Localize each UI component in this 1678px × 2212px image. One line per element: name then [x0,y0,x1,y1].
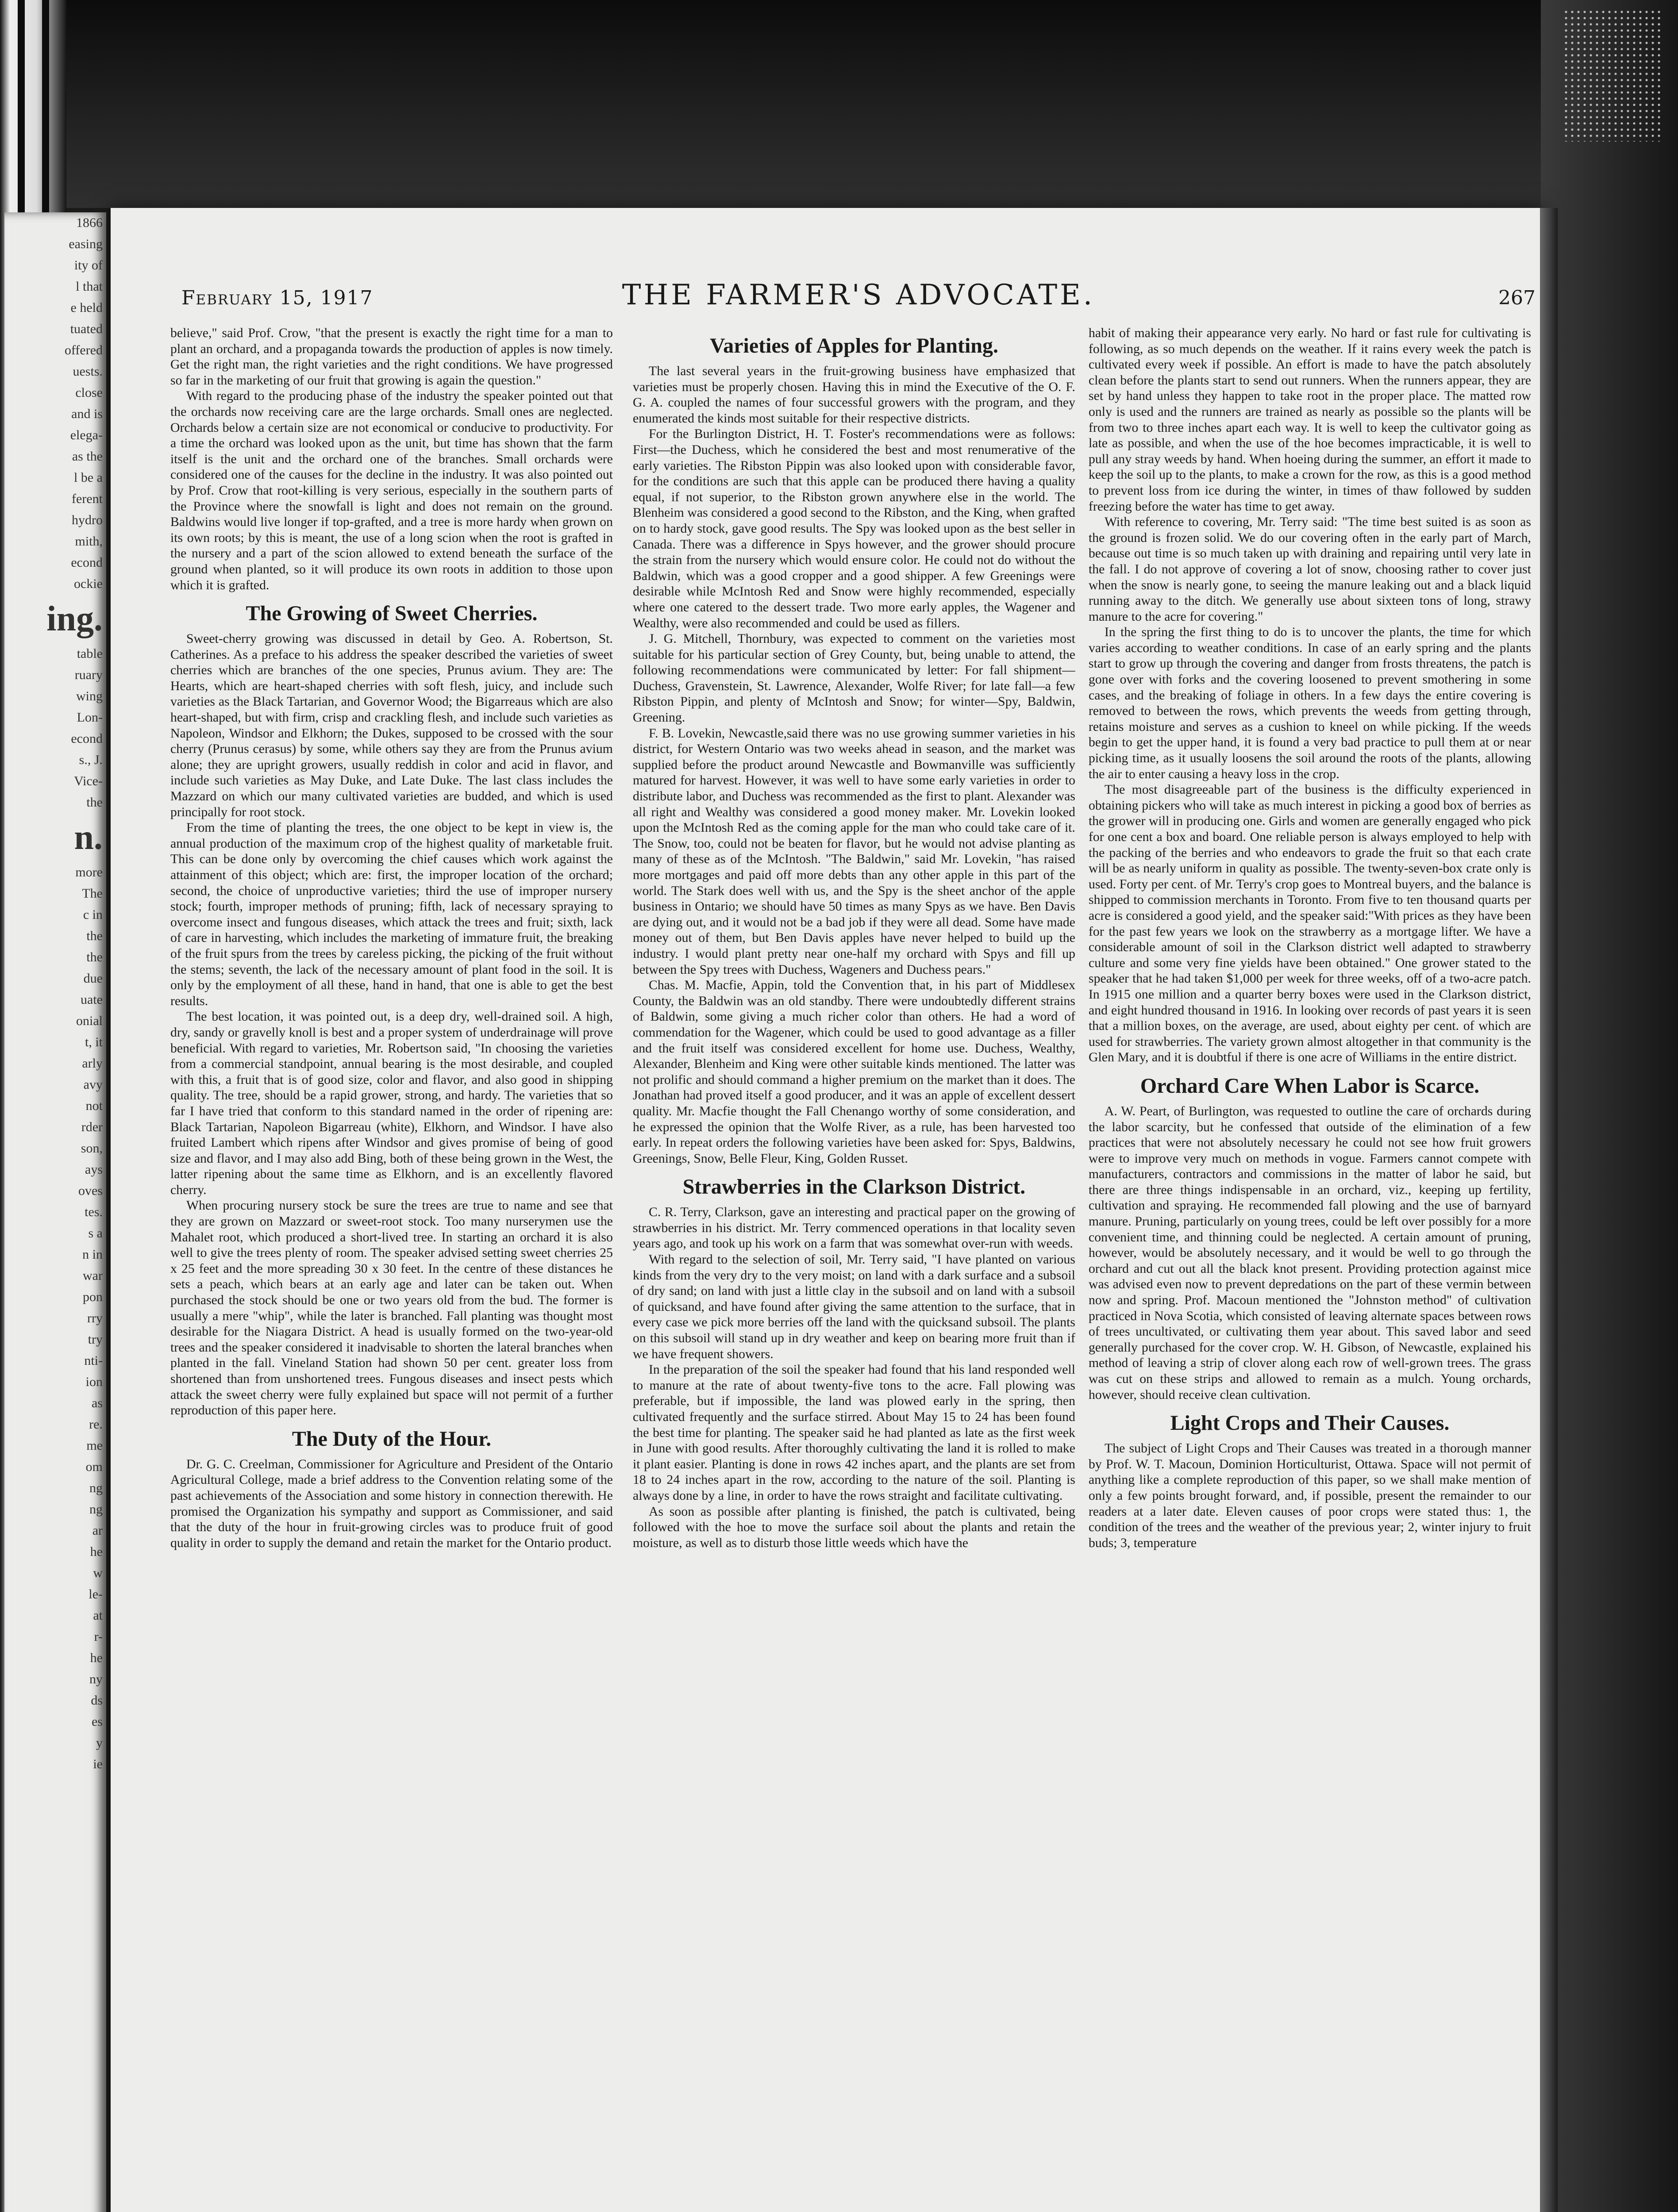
article-paragraph: When procuring nursery stock be sure the trees are true to name and see that they are grown on Mazzard or sweet-root stock. Too many nurserymen use the Mahalet root, which produced a short-lived tree. In starting an orchard it is also well to give the trees plenty of room. The speaker advised setting sweet cherries 25 x 25 feet and the more spreading 30 x 30 feet. In the centre of these distances he sets a peach, which bears at an early age and later can be taken out. When purchased the stock should be one or two years old from the bud. The former is usually a mere "whip", while the later is branched. Fall planting was thought most desirable for the Niagara District. A head is usually formed on the two-year-old trees and the speaker considered it inadvisable to shorten the lateral branches when planted in the fall. Vineland Station had shown 50 per cent. greater loss from shortened than from unshortened trees. Fungous diseases and insect pests which attack the sweet cherry were fully explained but space will not permit of a further reproduction of this paper here. [170,1198,613,1418]
prev-page-text-fragment: s a [88,1226,103,1240]
prev-page-text-fragment: offered [64,343,103,357]
prev-page-text-fragment: n in [82,1247,103,1262]
prev-page-text-fragment: om [85,1459,103,1474]
masthead: THE FARMER'S ADVOCATE. [622,279,1095,311]
prev-page-text-fragment: wing [76,689,103,703]
article-paragraph: The most disagreeable part of the business is the difficulty experienced in obtaining pickers who will take as much interest in picking a good box of berries as the grower will in producing one. Girls and women are generally engaged who pick for one cent a box and board. One reliable person is always employed to help with the packing of the berries and who endeavors to grade the fruit so that each crate will be as nearly uniform in quality as possible. The twenty-seven-box crate only is used. Forty per cent. of Mr. Terry's crop goes to Montreal buyers, and the balance is shipped to commission merchants in Toronto. From five to ten thousand quarts per acre is considered a good yield, and the speaker said:"With prices as they have been for the past few years we look on the strawberry as a mortgage lifter. We have a considerable amount of soil in the Clarkson district well adapted to strawberry culture and some very fine yields have been obtained." One grower stated to the speaker that he had taken $1,000 per week for three weeks, off of a two-acre patch. In 1915 one million and a quarter berry boxes were used in the Clarkson district, and eight hundred thousand in 1916. In looking over records of past years it is seen that a million boxes, on the average, are used, about eighty per cent. of which are used for strawberries. The variety grown almost altogether in that community is the Glen Mary, and it is doubtful if there is one acre of Williams in the entire district. [1089,782,1531,1065]
prev-page-text-fragment: uests. [73,364,103,379]
article-heading: The Growing of Sweet Cherries. [246,602,538,626]
prev-page-text-fragment: hydro [72,513,103,527]
article-heading: Varieties of Apples for Planting. [709,334,998,357]
prev-page-text-fragment: ity of [74,258,103,273]
prev-page-text-fragment: and is [71,407,103,421]
prev-page-text-fragment: ny [89,1672,103,1686]
prev-page-text-fragment: not [85,1098,103,1113]
prev-page-text-fragment: pon [83,1290,103,1304]
article-paragraph: Dr. G. C. Creelman, Commissioner for Agriculture and President of the Ontario Agricultural College, made a brief address to the Convention relating some of the past achievements of the Association and some history in connection therewith. He promised the Organization his sympathy and support as Commissioner, and said that the duty of the hour in fruit-growing circles was to produce fruit of good quality in order to supply the demand and retain the market for the Ontario product. [170,1456,613,1550]
prev-page-text-fragment: at [93,1608,103,1623]
article-paragraph: F. B. Lovekin, Newcastle,said there was no use growing summer varieties in his district, for Western Ontario was two weeks ahead in season, and the market was supplied before the product around Newcastle and Bowmanville was sufficiently matured for harvest. However, it was well to have some early varieties in order to distribute labor, and Duchess was recommended as the first to plant. Alexander was all right and Wealthy was considered a good money maker. Mr. Lovekin looked upon the McIntosh Red as the coming apple for the man who could take care of it. The Snow, too, could not be beaten for flavor, but he would not advise planting as many of these as of the McIntosh. "The Baldwin," said Mr. Lovekin, "has raised more mortgages and paid off more debts than any other apple in this part of the world. The Stark does well with us, and the Spy is the sheet anchor of the apple business in Ontario; we should have 50 times as many Spys as we have. Ben Davis are dying out, and it would not be a bad job if they were all dead. Some have made money out of them, but Ben Davis apples have never helped to build up the industry. I would plant pretty near one-half my orchard with Spys and fill up between the Spy trees with Duchess, Wageners and Duchess pears." [633,726,1075,977]
article-heading: The Duty of the Hour. [292,1427,492,1451]
article-paragraph: The last several years in the fruit-growing business have emphasized that varieties must be properly chosen. Having this in mind the Executive of the O. F. G. A. coupled the names of four successful growers with the program, and they enumerated the kinds most suitable for their respective districts. [633,364,1075,426]
prev-page-text-fragment: the [86,929,103,943]
article-paragraph: A. W. Peart, of Burlington, was requested to outline the care of orchards during the labor scarcity, but he confessed that outside of the elimination of a few practices that were not absolutely necessary he could not see how fruit growers were to improve very much on methods in vogue. Farmers cannot compete with manufacturers, contractors and commissions in the matter of labor he said, but there are three things indispensable in an orchard, viz., keeping up fertility, cultivation and spraying. He recommended fall plowing and the use of barnyard manure. Pruning, particularly on young trees, could be left over possibly for a more convenient time, and thinning could be neglected. A certain amount of pruning, however, would be absolutely necessary, and it would be well to go through the orchard and cut out all the black knot present. Providing protection against mice was advised even now to prevent depredations on the part of these vermin between now and spring. Prof. Macoun mentioned the "Johnston method" of cultivation practiced in Nova Scotia, which consisted of leaving alternate spaces between rows of trees uncultivated, or cultivating them year about. This saved labor and seed generally purchased for the cover crop. W. H. Gibson, of Newcastle, explained his method of leaving a strip of clover along each row of well-grown trees. The grass was cut on these strips and allowed to remain as a mulch. Young orchards, however, should receive clean cultivation. [1089,1103,1531,1402]
prev-page-text-fragment: war [83,1268,103,1283]
prev-page-text-fragment: mith, [75,534,103,549]
prev-page-text-fragment: ds [91,1693,103,1708]
prev-page-text-fragment: rry [87,1311,103,1325]
prev-page-text-fragment: as [92,1396,103,1410]
page-header [181,279,1536,319]
prev-page-text-fragment: rder [81,1120,103,1134]
article-paragraph: For the Burlington District, H. T. Foster's recommendations were as follows: First—the Duchess, which he considered the best and most renumerative of the early varieties. The Ribston Pippin was also looked upon with considerable favor, for the conditions are such that this apple can be produced there having a quality equal, if not superior, to the Ribston grown anywhere else in the world. The Blenheim was considered a good second to the Ribston, and the King, when grafted on to hardy stock, gave good results. The Spy was looked upon as the best seller in Canada. There was a difference in Spys however, and the grower should procure the strain from the nursery which would ensure color. He could not do without the Baldwin, which was a good cropper and a good shipper. A few Greenings were desirable while McIntosh Red and Snow were highly recommended, especially where one catered to the dessert trade. Two more early apples, the Wagener and Wealthy, were also recommended and could be used as fillers. [633,426,1075,630]
prev-page-text-fragment: ockie [74,576,103,591]
prev-page-text-fragment: more [75,865,103,879]
article-paragraph: habit of making their appearance very early. No hard or fast rule for cultivating is following, as so much depends on the weather. If it rains every week the patch is cultivated every week if possible. An effort is made to have the patch absolutely clean before the plants start to send out runners. When the runners appear, they are set by hand unless they happen to take root in the proper place. The matted row only is used and the runners are trained as nearly as possible so the plants will be from two to three inches apart each way. It is well to keep the cultivator going as late as possible, and when the use of the hoe becomes impracticable, it is well to pull any stray weeds by hand. When hoeing during the summer, an effort it made to keep the soil up to the plants, to make a crown for the row, as this is a good method to prevent loss from ice during the winter, in times of thaw followed by sudden freezing before the water has time to get away. [1089,326,1531,514]
previous-page-edge [4,212,106,2212]
article-heading: Orchard Care When Labor is Scarce. [1140,1074,1480,1098]
article-heading: Strawberries in the Clarkson District. [682,1175,1026,1199]
page-number: 267 [1498,287,1536,309]
scanner-background-right [1541,0,1678,2212]
prev-page-text-fragment: onial [76,1014,103,1028]
article-paragraph: In the spring the first thing to do is to uncover the plants, the time for which varies according to weather conditions. In case of an early spring and the plants start to grow up through the covering and danger from frosts threatens, the patch is gone over with forks and the covering loosened to prevent smothering in some cases, and the breaking of foliage in others. In a few days the entire covering is removed to between the rows, which prevents the weeds from getting through, retains moisture and serves as a cushion to kneel on while picking. If the weeds begin to get the upper hand, it is found a very bad practice to pull them at or near picking time, as it usually loosens the soil around the roots of the plants, allowing the air to enter causing a heavy loss in the crop. [1089,625,1531,781]
prev-page-text-fragment: close [75,385,103,400]
prev-page-text-fragment: Vice- [74,774,103,788]
prev-page-text-fragment: son, [81,1141,103,1156]
prev-page-text-fragment: l be a [74,470,103,485]
prev-page-text-fragment: ng [89,1502,103,1517]
prev-page-text-fragment: nti- [84,1353,103,1368]
prev-page-text-fragment: as the [72,449,103,464]
prev-page-text-fragment: the [86,950,103,964]
column-1 [170,325,613,2212]
prev-page-text-fragment: ferent [72,492,103,506]
prev-page-text-fragment: he [90,1544,103,1559]
prev-page-text-fragment: easing [69,237,103,251]
article-paragraph: Chas. M. Macfie, Appin, told the Convention that, in his part of Middlesex County, the Baldwin was an old standby. There were undoubtedly different strains of Baldwin, some giving a much richer color than others. He had a word of commendation for the Wagener, which could be used to good advantage as a filler and the fruit itself was considered excellent for home use. Duchess, Wealthy, Alexander, Blenheim and King were other suitable kinds mentioned. The latter was not prolific and should command a higher premium on the market than it does. The Jonathan had proved itself a good producer, and it was an apple of excellent dessert quality. Mr. Macfie thought the Fall Chenango worthy of some consideration, and he expressed the opinion that the Wolfe River, as a rule, has been harvested too early. In repeat orders the following varieties have been asked for: Spys, Baldwins, Greenings, Snow, Belle Fleur, King, Golden Russet. [633,978,1075,1166]
article-paragraph: In the preparation of the soil the speaker had found that his land responded well to manure at the rate of about twenty-five tons to the acre. Fall plowing was preferable, but if impossible, the land was plowed early in the spring, then cultivated frequently and the surface stirred. About May 15 to 24 has been found the best time for planting. The speaker said he had planted as late as the first week in June with good results. After thoroughly cultivating the land it is rolled to make it plant easier. Planting is done in rows 42 inches apart, and the plants are set from 18 to 24 inches apart in the row, according to the nature of the soil. Planting is always done by a line, in order to have the rows straight and facilitate cultivating. [633,1362,1075,1503]
article-paragraph: With regard to the selection of soil, Mr. Terry said, "I have planted on various kinds from the very dry to the very moist; on land with a dark surface and a subsoil of dry sand; on land with just a little clay in the subsoil and on land with a subsoil of quicksand, and have found after giving the same attention to the surface, that in every case we pick more berries off the land with the quicksand subsoil. The plants on this subsoil will stand up in dry weather and keep on bearing more fruit than if we have frequent showers. [633,1252,1075,1361]
prev-page-text-fragment: es [92,1714,103,1729]
prev-page-text-fragment: le- [89,1587,103,1601]
column-3 [1089,325,1531,2212]
prev-page-text-fragment: The [82,886,103,901]
prev-page-text-fragment: y [96,1736,103,1750]
prev-page-text-fragment: ruary [74,668,103,682]
prev-page-text-fragment: ng [89,1481,103,1495]
prev-page-text-fragment: the [86,795,103,810]
prev-page-text-fragment: s., J. [79,753,103,767]
prev-page-text-fragment: re. [89,1417,103,1432]
prev-page-text-fragment: 1866 [76,215,103,230]
prev-page-text-fragment: ie [93,1757,103,1771]
article-paragraph: From the time of planting the trees, the one object to be kept in view is, the annual production of the maximum crop of the highest quality of marketable fruit. This can be done only by overcoming the chief causes which work against the attainment of this object; which are: first, the improper location of the orchard; second, the choice of unproductive varieties; third the use of improper nursery stock; fourth, improper methods of pruning; fifth, lack of necessary spraying to overcome insect and fungous diseases, which attack the trees and fruit; sixth, lack of care in harvesting, which includes the marketing of immature fruit, the breaking of the fruit spurs from the trees by careless picking, the picking of the fruit without the stems; seventh, the lack of the necessary amount of plant food in the soil. It is only by the employment of all these, hand in hand, that one is able to get the best results. [170,820,613,1008]
prev-page-text-fragment: l that [76,279,103,294]
prev-page-text-fragment: n. [74,818,103,857]
prev-page-text-fragment: r- [94,1629,103,1644]
prev-page-text-fragment: econd [71,731,103,746]
article-paragraph: J. G. Mitchell, Thornbury, was expected to comment on the varieties most suitable for his particular section of Grey County, but, being unable to attend, the following recommendations were communicated by letter: For fall shipment—Duchess, Gravenstein, St. Lawrence, Alexander, Wolfe River; for late fall—a few Ribston Pippin, and plenty of McIntosh and Snow; for winter—Spy, Baldwin, Greening. [633,631,1075,725]
article-paragraph: With regard to the producing phase of the industry the speaker pointed out that the orchards now receiving care are the large orchards. Small ones are neglected. Orchards below a certain size are not economical or conducive to productivity. For a time the orchard was looked upon as the unit, but time has shown that the farm itself is the unit and the orchard one of the branches. Small orchards were considered one of the causes for the decline in the industry. It was also pointed out by Prof. Crow that root-killing is very serious, especially in the southern parts of the Province where the snowfall is light and does not remain on the ground. Baldwins would live longer if top-grafted, and a tree is more hardy when grown on its own roots; by this is meant, the use of a long scion when the root is grafted in the nursery and a part of the scion allowed to extend beneath the surface of the ground when planted, so it will produce its own roots in addition to those upon which it is grafted. [170,388,613,592]
issue-date: February 15, 1917 [181,287,373,309]
prev-page-text-fragment: ays [85,1162,103,1177]
halftone-dots [1563,9,1660,142]
prev-page-text-fragment: due [83,971,103,986]
prev-page-text-fragment: me [86,1438,103,1453]
prev-page-text-fragment: ar [92,1523,103,1538]
prev-page-text-fragment: try [88,1332,103,1347]
prev-page-text-fragment: uate [81,992,103,1007]
prev-page-text-fragment: ing. [46,599,103,638]
article-paragraph: With reference to covering, Mr. Terry said: "The time best suited is as soon as the ground is frozen solid. We do our covering often in the early part of March, because out time is so much taken up with draining and repairing until very late in the fall. I do not approve of covering a lot of snow, choosing rather to cover just when the snow is nearly gone, to seeing the manure leaking out and a black liquid running away to the ditch. We generally use about sixteen tons of long, strawy manure to the acre for covering." [1089,515,1531,624]
prev-page-text-fragment: elega- [70,428,103,442]
article-heading: Light Crops and Their Causes. [1170,1411,1450,1435]
prev-page-text-fragment: c in [83,907,103,922]
prev-page-text-fragment: tuated [70,322,103,336]
prev-page-text-fragment: Lon- [77,710,103,725]
prev-page-text-fragment: econd [71,555,103,570]
article-paragraph: The best location, it was pointed out, is a deep dry, well-drained soil. A high, dry, sandy or gravelly knoll is best and a proper system of underdrainage will prove beneficial. With regard to varieties, Mr. Robertson said, "In choosing the varieties from a commercial standpoint, annual bearing is the most desirable, and coupled with this, a fruit that is of good size, color and flavor, and also good in shipping quality. The tree, should be a rapid grower, strong, and hardy. The varieties that so far I have tried that conform to this standard named in the order of ripening are: Black Tartarian, Napoleon Bigarreau (white), Elkhorn, and Windsor. I have also fruited Lambert which ripens after Windsor and gives promise of being of good size and flavor, and I may also add Bing, both of these being grown in the West, the latter ripening about the same time as Elkhorn, and is an excellently flavored cherry. [170,1009,613,1197]
prev-page-text-fragment: t, it [85,1035,103,1049]
scanner-background-top [0,0,1678,208]
prev-page-text-fragment: table [77,646,103,661]
column-2 [633,325,1075,2212]
article-paragraph: The subject of Light Crops and Their Causes was treated in a thorough manner by Prof. W. T. Macoun, Dominion Horticulturist, Ottawa. Space will not permit of anything like a complete reproduction of this paper, so we shall make mention of only a few points brought forward, and, if possible, present the remainder to our readers at a later date. Eleven causes of poor crops were stated thus: 1, the condition of the trees and the weather of the previous year; 2, winter injury to fruit buds; 3, temperature [1089,1441,1531,1550]
prev-page-text-fragment: oves [78,1183,103,1198]
article-paragraph: As soon as possible after planting is finished, the patch is cultivated, being followed with the hoe to move the surface soil about the plants and retain the moisture, as well as to disturb those little weeds which have the [633,1504,1075,1550]
article-paragraph: believe," said Prof. Crow, "that the present is exactly the right time for a man to plant an orchard, and a propaganda towards the production of apples is now timely. Get the right man, the right varieties and the right conditions. We have progressed so far in the marketing of our fruit that growing is again the question." [170,326,613,388]
prev-page-text-fragment: e held [70,300,103,315]
prev-page-text-fragment: arly [82,1056,103,1071]
article-paragraph: C. R. Terry, Clarkson, gave an interesting and practical paper on the growing of strawberries in his district. Mr. Terry commenced operations in that locality seven years ago, and took up his work on a farm that was somewhat over-run with weeds. [633,1205,1075,1251]
prev-page-text-fragment: avy [83,1077,103,1092]
article-paragraph: Sweet-cherry growing was discussed in detail by Geo. A. Robertson, St. Catherines. As a preface to his address the speaker described the varieties of sweet cherries which are branches of the one species, Prunus avium. They are: The Hearts, which are heart-shaped cherries with soft flesh, juicy, and include such varieties as the Black Tartarian, and Governor Wood; the Bigarreaus which are also heart-shaped, but with firm, crisp and crackling flesh, and include such varieties as Napoleon, Windsor and Elkhorn; the Dukes, supposed to be crossed with the sour cherry (Prunus cerasus) by some, while others say they are from the Prunus avium alone; they are upright growers, usually reddish in color and acid in flavor, and include such varieties as May Duke, and Late Duke. The last class includes the Mazzard on which our many cultivated varieties are budded, and which is used principally for root stock. [170,631,613,819]
page-edge-shadow [1540,208,1558,2212]
prev-page-text-fragment: tes. [85,1205,103,1219]
newspaper-page [111,208,1544,2212]
prev-page-text-fragment: w [93,1566,103,1580]
prev-page-text-fragment: he [90,1651,103,1665]
prev-page-text-fragment: ion [85,1375,103,1389]
